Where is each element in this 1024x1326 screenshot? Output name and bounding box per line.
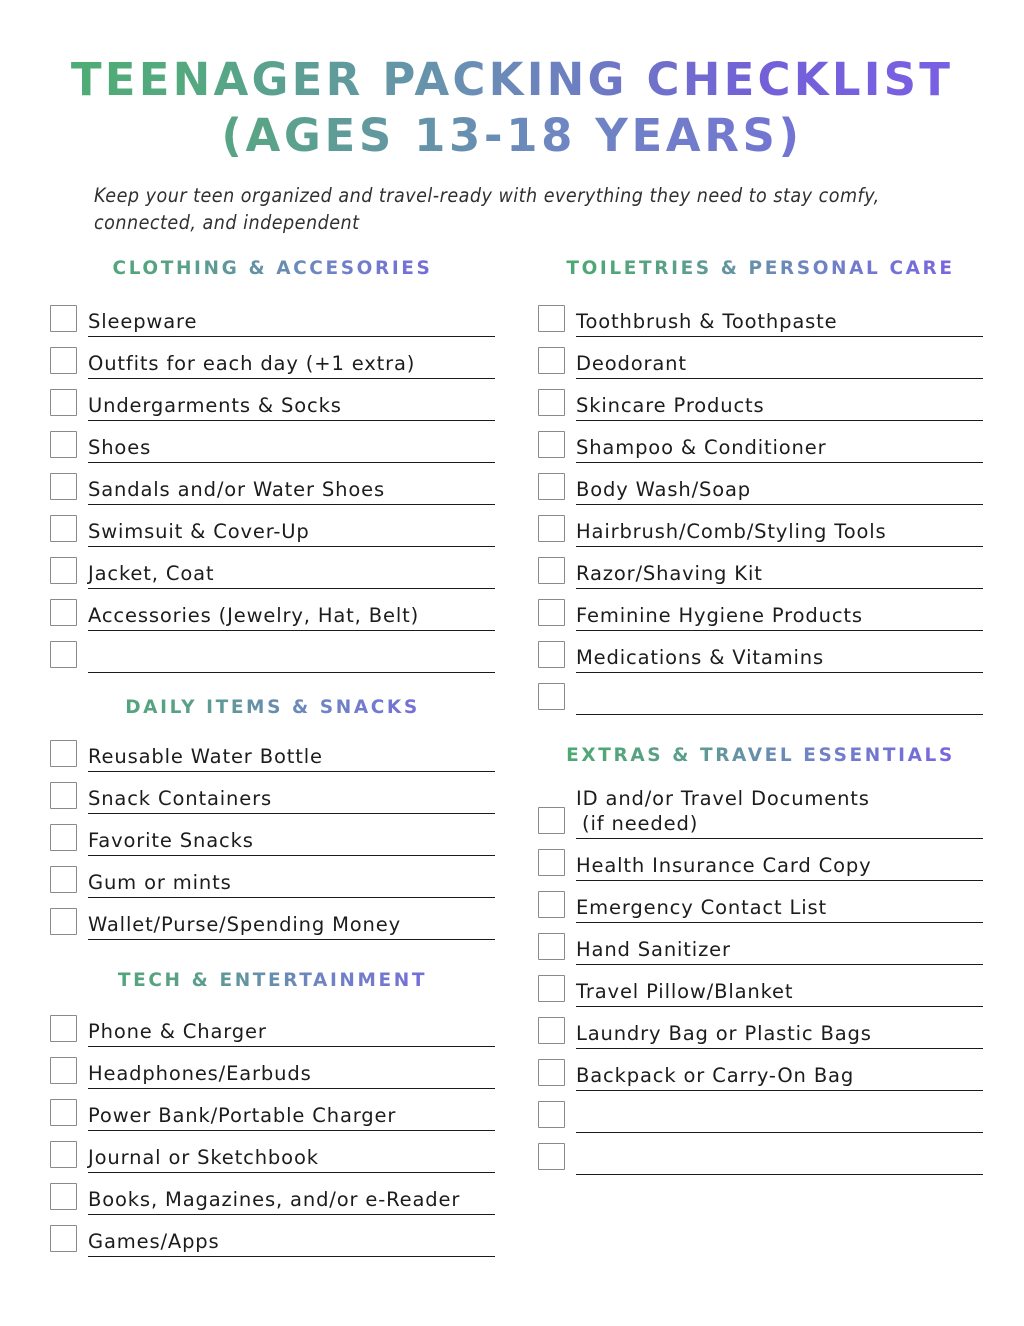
checklist-write-line[interactable]: [88, 393, 495, 421]
checklist-item-label: Deodorant: [576, 352, 687, 375]
checkbox-icon[interactable]: [538, 641, 565, 668]
checklist-row[interactable]: [50, 1131, 495, 1173]
checklist-row[interactable]: [50, 505, 495, 547]
checklist-item-label: Shoes: [88, 436, 152, 459]
page-subtitle: Keep your teen organized and travel-ready with everything they need to stay comfy, connected, and independent: [94, 184, 880, 234]
checklist-row[interactable]: [50, 814, 495, 856]
checklist-write-line[interactable]: [88, 1103, 495, 1131]
checklist-row[interactable]: [50, 1173, 495, 1215]
checklist-row[interactable]: [538, 589, 983, 631]
checklist-item-label: Journal or Sketchbook: [88, 1146, 319, 1169]
checklist-item-label: Reusable Water Bottle: [88, 745, 323, 768]
checklist-write-line[interactable]: [576, 519, 983, 547]
checklist-row[interactable]: [538, 337, 983, 379]
checklist-row[interactable]: [538, 631, 983, 673]
checklist-row[interactable]: [538, 421, 983, 463]
checkbox-icon[interactable]: [538, 807, 565, 834]
section-heading-toiletries: TOILETRIES & PERSONAL CARE: [538, 258, 983, 279]
checklist-item-label: Games/Apps: [88, 1230, 220, 1253]
checkbox-icon[interactable]: [538, 1059, 565, 1086]
checklist-item-label: Laundry Bag or Plastic Bags: [576, 1022, 872, 1045]
checklist-item-label: Phone & Charger: [88, 1020, 267, 1043]
checklist-write-line[interactable]: [88, 786, 495, 814]
checkbox-icon[interactable]: [538, 347, 565, 374]
checkbox-icon[interactable]: [50, 782, 77, 809]
checkbox-icon[interactable]: [538, 849, 565, 876]
checkbox-icon[interactable]: [538, 599, 565, 626]
checklist-item-label: Feminine Hygiene Products: [576, 604, 863, 627]
checkbox-icon[interactable]: [50, 389, 77, 416]
checkbox-icon[interactable]: [50, 515, 77, 542]
checkbox-icon[interactable]: [50, 641, 77, 668]
checklist-write-line[interactable]: [576, 645, 983, 673]
checklist-row[interactable]: [50, 463, 495, 505]
checkbox-icon[interactable]: [50, 473, 77, 500]
checkbox-icon[interactable]: [50, 557, 77, 584]
checkbox-icon[interactable]: [50, 908, 77, 935]
checklist-write-line[interactable]: [576, 309, 983, 337]
checkbox-icon[interactable]: [538, 557, 565, 584]
checklist-row[interactable]: [50, 295, 495, 337]
checklist-row[interactable]: [50, 337, 495, 379]
checklist-write-line[interactable]: [88, 828, 495, 856]
checklist-item-label-line2: (if needed): [582, 812, 699, 835]
checklist-write-line[interactable]: [88, 477, 495, 505]
checklist-write-line[interactable]: [88, 519, 495, 547]
checkbox-icon[interactable]: [50, 1015, 77, 1042]
checkbox-icon[interactable]: [538, 473, 565, 500]
page-title-line-1: TEENAGER PACKING CHECKLIST: [0, 52, 1024, 108]
checklist-write-line[interactable]: [88, 603, 495, 631]
section-heading-extras: EXTRAS & TRAVEL ESSENTIALS: [538, 745, 983, 766]
checklist-row[interactable]: [50, 898, 495, 940]
checklist-write-line[interactable]: [88, 351, 495, 379]
checkbox-icon[interactable]: [538, 515, 565, 542]
checklist-row[interactable]: [538, 1091, 983, 1133]
checklist-write-line[interactable]: [576, 351, 983, 379]
section-heading-clothing: CLOTHING & ACCESORIES: [50, 258, 495, 279]
checklist-row[interactable]: [538, 1133, 983, 1175]
checkbox-icon[interactable]: [538, 1143, 565, 1170]
checklist-item-label: Headphones/Earbuds: [88, 1062, 312, 1085]
checklist-item-label: Swimsuit & Cover-Up: [88, 520, 310, 543]
checklist-write-line[interactable]: [576, 937, 983, 965]
checklist-item-label: Travel Pillow/Blanket: [576, 980, 794, 1003]
checkbox-icon[interactable]: [538, 891, 565, 918]
checkbox-icon[interactable]: [538, 389, 565, 416]
checklist-item-label: Jacket, Coat: [88, 562, 215, 585]
checkbox-icon[interactable]: [538, 1017, 565, 1044]
checklist-row[interactable]: [538, 881, 983, 923]
section-list-tech: [50, 1005, 495, 1257]
checklist-row[interactable]: [50, 1089, 495, 1131]
checklist-row[interactable]: [538, 782, 983, 839]
checklist-row[interactable]: [50, 772, 495, 814]
checklist-write-line[interactable]: [88, 647, 495, 673]
checkbox-icon[interactable]: [538, 933, 565, 960]
checklist-row[interactable]: [538, 673, 983, 715]
checkbox-icon[interactable]: [50, 599, 77, 626]
page-header: [0, 0, 1024, 164]
checkbox-icon[interactable]: [50, 866, 77, 893]
checklist-item-label: Favorite Snacks: [88, 829, 254, 852]
checklist-row[interactable]: [50, 547, 495, 589]
section-list-toiletries: [538, 295, 983, 715]
checkbox-icon[interactable]: [50, 1183, 77, 1210]
checklist-item-label: Books, Magazines, and/or e-Reader: [88, 1188, 461, 1211]
right-column: [538, 258, 983, 1175]
checklist-write-line[interactable]: [576, 393, 983, 421]
checklist-write-line[interactable]: [576, 477, 983, 505]
checklist-write-line[interactable]: [88, 1061, 495, 1089]
section-heading-daily: DAILY ITEMS & SNACKS: [50, 697, 495, 718]
checkbox-icon[interactable]: [50, 740, 77, 767]
section-heading-tech: TECH & ENTERTAINMENT: [50, 970, 495, 991]
checkbox-icon[interactable]: [538, 975, 565, 1002]
section-list-extras: [538, 782, 983, 1175]
checklist-item-label: Toothbrush & Toothpaste: [576, 310, 838, 333]
checkbox-icon[interactable]: [538, 431, 565, 458]
checklist-row[interactable]: [50, 379, 495, 421]
checklist-write-line[interactable]: [576, 603, 983, 631]
checklist-row[interactable]: [50, 631, 495, 673]
checklist-write-line[interactable]: [576, 1107, 983, 1133]
checklist-write-line[interactable]: [576, 895, 983, 923]
checklist-write-line[interactable]: [88, 1019, 495, 1047]
checklist-write-line[interactable]: [88, 435, 495, 463]
checklist-row[interactable]: [538, 295, 983, 337]
checklist-write-line[interactable]: [576, 689, 983, 715]
checklist-row[interactable]: [50, 856, 495, 898]
checklist-write-line[interactable]: [576, 853, 983, 881]
checklist-row[interactable]: [538, 463, 983, 505]
checklist-item-label: Undergarments & Socks: [88, 394, 342, 417]
checkbox-icon[interactable]: [50, 1099, 77, 1126]
checkbox-icon[interactable]: [50, 1057, 77, 1084]
checklist-write-line[interactable]: [88, 1145, 495, 1173]
checkbox-icon[interactable]: [538, 1101, 565, 1128]
checklist-write-line[interactable]: [88, 912, 495, 940]
checklist-write-line[interactable]: [576, 979, 983, 1007]
checklist-row[interactable]: [50, 1047, 495, 1089]
checkbox-icon[interactable]: [50, 347, 77, 374]
checklist-row[interactable]: [538, 839, 983, 881]
checklist-item-label: Emergency Contact List: [576, 896, 828, 919]
checklist-item-label: Gum or mints: [88, 871, 232, 894]
checklist-item-label: Snack Containers: [88, 787, 272, 810]
checklist-write-line[interactable]: [88, 309, 495, 337]
checklist-item-label: Razor/Shaving Kit: [576, 562, 763, 585]
checklist-row[interactable]: [538, 379, 983, 421]
checklist-row[interactable]: [50, 1005, 495, 1047]
checklist-item-label: Accessories (Jewelry, Hat, Belt): [88, 604, 420, 627]
checklist-item-label: Medications & Vitamins: [576, 646, 824, 669]
checkbox-icon[interactable]: [538, 305, 565, 332]
checkbox-icon[interactable]: [50, 431, 77, 458]
checklist-item-label: Sandals and/or Water Shoes: [88, 478, 385, 501]
checklist-item-label: Body Wash/Soap: [576, 478, 752, 501]
page-title-line-2: (AGES 13-18 YEARS): [0, 108, 1024, 164]
checklist-row[interactable]: [538, 923, 983, 965]
checklist-item-label: Skincare Products: [576, 394, 765, 417]
checklist-write-line[interactable]: [576, 435, 983, 463]
checkbox-icon[interactable]: [538, 683, 565, 710]
checklist-write-line[interactable]: [88, 1229, 495, 1257]
checklist-row[interactable]: [50, 421, 495, 463]
checklist-row[interactable]: [538, 547, 983, 589]
checklist-write-line[interactable]: [576, 1149, 983, 1175]
section-list-clothing: [50, 295, 495, 673]
checklist-item-label: Sleepware: [88, 310, 198, 333]
section-list-daily: [50, 730, 495, 940]
checklist-write-line[interactable]: [576, 1063, 983, 1091]
checklist-write-line[interactable]: [576, 1021, 983, 1049]
checklist-write-line[interactable]: [88, 870, 495, 898]
checklist-item-label: Health Insurance Card Copy: [576, 854, 872, 877]
checklist-row[interactable]: [50, 730, 495, 772]
checklist-write-line[interactable]: [88, 561, 495, 589]
checklist-row[interactable]: [538, 965, 983, 1007]
checklist-write-line[interactable]: [88, 1187, 495, 1215]
checklist-columns: [0, 258, 1024, 1257]
checkbox-icon[interactable]: [50, 1141, 77, 1168]
checkbox-icon[interactable]: [50, 305, 77, 332]
checklist-item-label: Power Bank/Portable Charger: [88, 1104, 397, 1127]
checklist-row[interactable]: [538, 1007, 983, 1049]
checklist-item-label: Hairbrush/Comb/Styling Tools: [576, 520, 887, 543]
checkbox-icon[interactable]: [50, 1225, 77, 1252]
checklist-item-label: Hand Sanitizer: [576, 938, 731, 961]
checklist-row[interactable]: [50, 1215, 495, 1257]
checklist-item-label: Shampoo & Conditioner: [576, 436, 827, 459]
left-column: [50, 258, 495, 1257]
checklist-item-label: ID and/or Travel Documents (if needed): [576, 787, 870, 835]
checklist-item-label: Outfits for each day (+1 extra): [88, 352, 416, 375]
checklist-write-line[interactable]: [576, 786, 983, 839]
checklist-item-label: Backpack or Carry-On Bag: [576, 1064, 855, 1087]
checkbox-icon[interactable]: [50, 824, 77, 851]
checklist-row[interactable]: [538, 505, 983, 547]
checklist-write-line[interactable]: [576, 561, 983, 589]
checklist-write-line[interactable]: [88, 744, 495, 772]
checklist-row[interactable]: [50, 589, 495, 631]
checklist-item-label: Wallet/Purse/Spending Money: [88, 913, 401, 936]
checklist-row[interactable]: [538, 1049, 983, 1091]
